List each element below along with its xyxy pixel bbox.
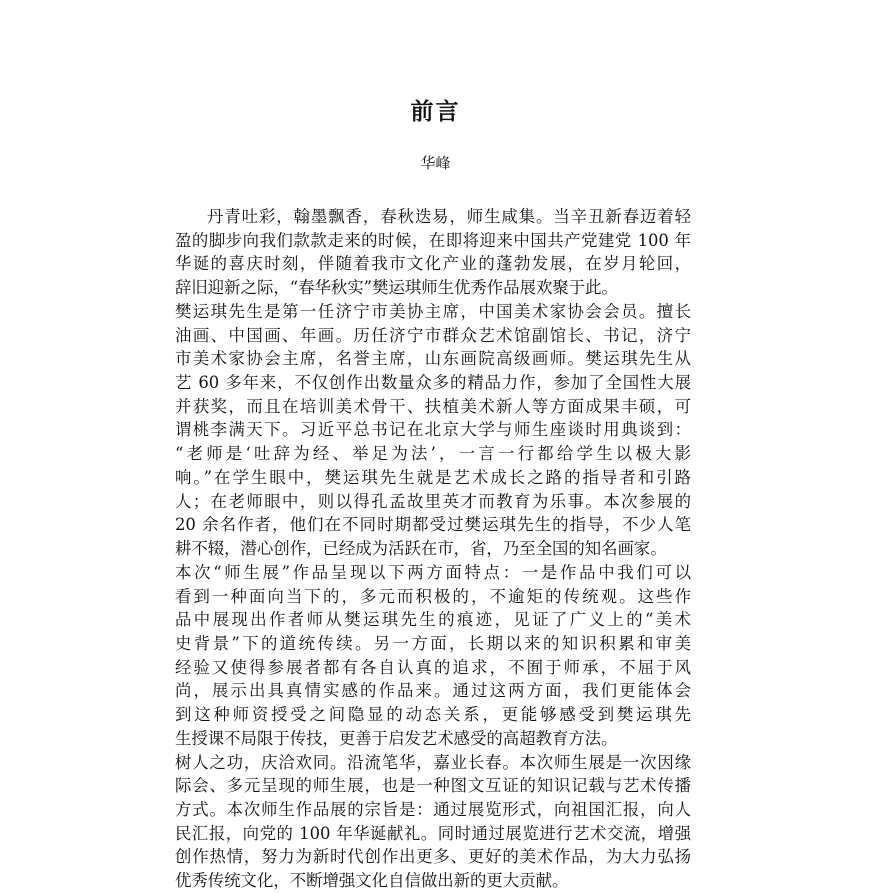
text-line: 方式。本次师生作品展的宗旨是：通过展览形式，向祖国汇报，向人 [175,799,691,819]
text-line: 油画、中国画、年画。历任济宁市群众艺术馆副馆长、书记，济宁 [175,325,691,345]
text-line: 到这种师资授受之间隐显的动态关系，更能够感受到樊运琪先 [175,705,691,725]
text-line: 并获奖，而且在培训美术骨干、扶植美术新人等方面成果丰硕，可 [175,396,691,416]
text-line: 樊运琪先生是第一任济宁市美协主席，中国美术家协会会员。擅长 [175,301,691,321]
text-line: 华诞的喜庆时刻，伴随着我市文化产业的蓬勃发展，在岁月轮回， [175,254,691,274]
page-title: 前言 [410,98,461,125]
text-line: 尚，展示出具真情实感的作品来。通过这两方面，我们更能体会 [175,681,691,701]
body-text [175,205,691,893]
text-line: 史背景”下的道统传续。另一方面，长期以来的知识积累和审美 [175,633,691,653]
text-line: 20 余名作者，他们在不同时期都受过樊运琪先生的指导，不少人笔 [175,515,691,535]
text-line: 人；在老师眼中，则以得孔孟故里英才而教育为乐事。本次参展的 [175,491,691,511]
text-line: 本次“师生展”作品呈现以下两方面特点：一是作品中我们可以 [175,562,691,582]
text-line: 丹青吐彩，翰墨飘香，春秋迭易，师生咸集。当辛丑新春迈着轻 [207,207,691,226]
text-line: 耕不辍，潜心创作，已经成为活跃在市，省，乃至全国的知名画家。 [175,539,667,559]
text-line: 响。”在学生眼中，樊运琪先生就是艺术成长之路的指导者和引路 [175,467,691,487]
text-line: 看到一种面向当下的，多元而积极的，不逾矩的传统观。这些作 [175,586,691,606]
text-line: 生授课不局限于传技，更善于启发艺术感受的高超教育方法。 [175,728,618,748]
text-line: 优秀传统文化，不断增强文化自信做出新的更大贡献。 [175,871,569,891]
text-line: 经验又使得参展者都有各自认真的追求，不囿于师承，不屈于风 [175,657,691,677]
text-line: 民汇报，向党的 100 年华诞献礼。同时通过展览进行艺术交流，增强 [175,823,691,843]
text-line: 际会、多元呈现的师生展，也是一种图文互证的知识记载与艺术传播 [175,776,691,796]
text-line: 树人之功，庆洽欢同。沿流笔华，嘉业长春。本次师生展是一次因缘 [175,752,691,772]
text-line: 谓桃李满天下。习近平总书记在北京大学与师生座谈时用典谈到： [175,420,691,440]
text-line: 艺 60 多年来，不仅创作出数量众多的精品力作，参加了全国性大展 [175,373,691,393]
text-line: 辞旧迎新之际，“春华秋实”樊运琪师生优秀作品展欢聚于此。 [175,278,618,298]
text-line: 市美术家协会主席，名誉主席，山东画院高级画师。樊运琪先生从 [175,349,691,369]
text-line: 盈的脚步向我们款款走来的时候，在即将迎来中国共产党建党 100 年 [175,230,691,250]
author-name: 华峰 [420,154,451,172]
text-line: “老师是‘吐辞为经、举足为法’，一言一行都给学生以极大影 [175,444,691,464]
text-line: 创作热情，努力为新时代创作出更多、更好的美术作品，为大力弘扬 [175,847,691,867]
text-line: 品中展现出作者师从樊运琪先生的痕迹，见证了广义上的“美术 [175,610,691,630]
